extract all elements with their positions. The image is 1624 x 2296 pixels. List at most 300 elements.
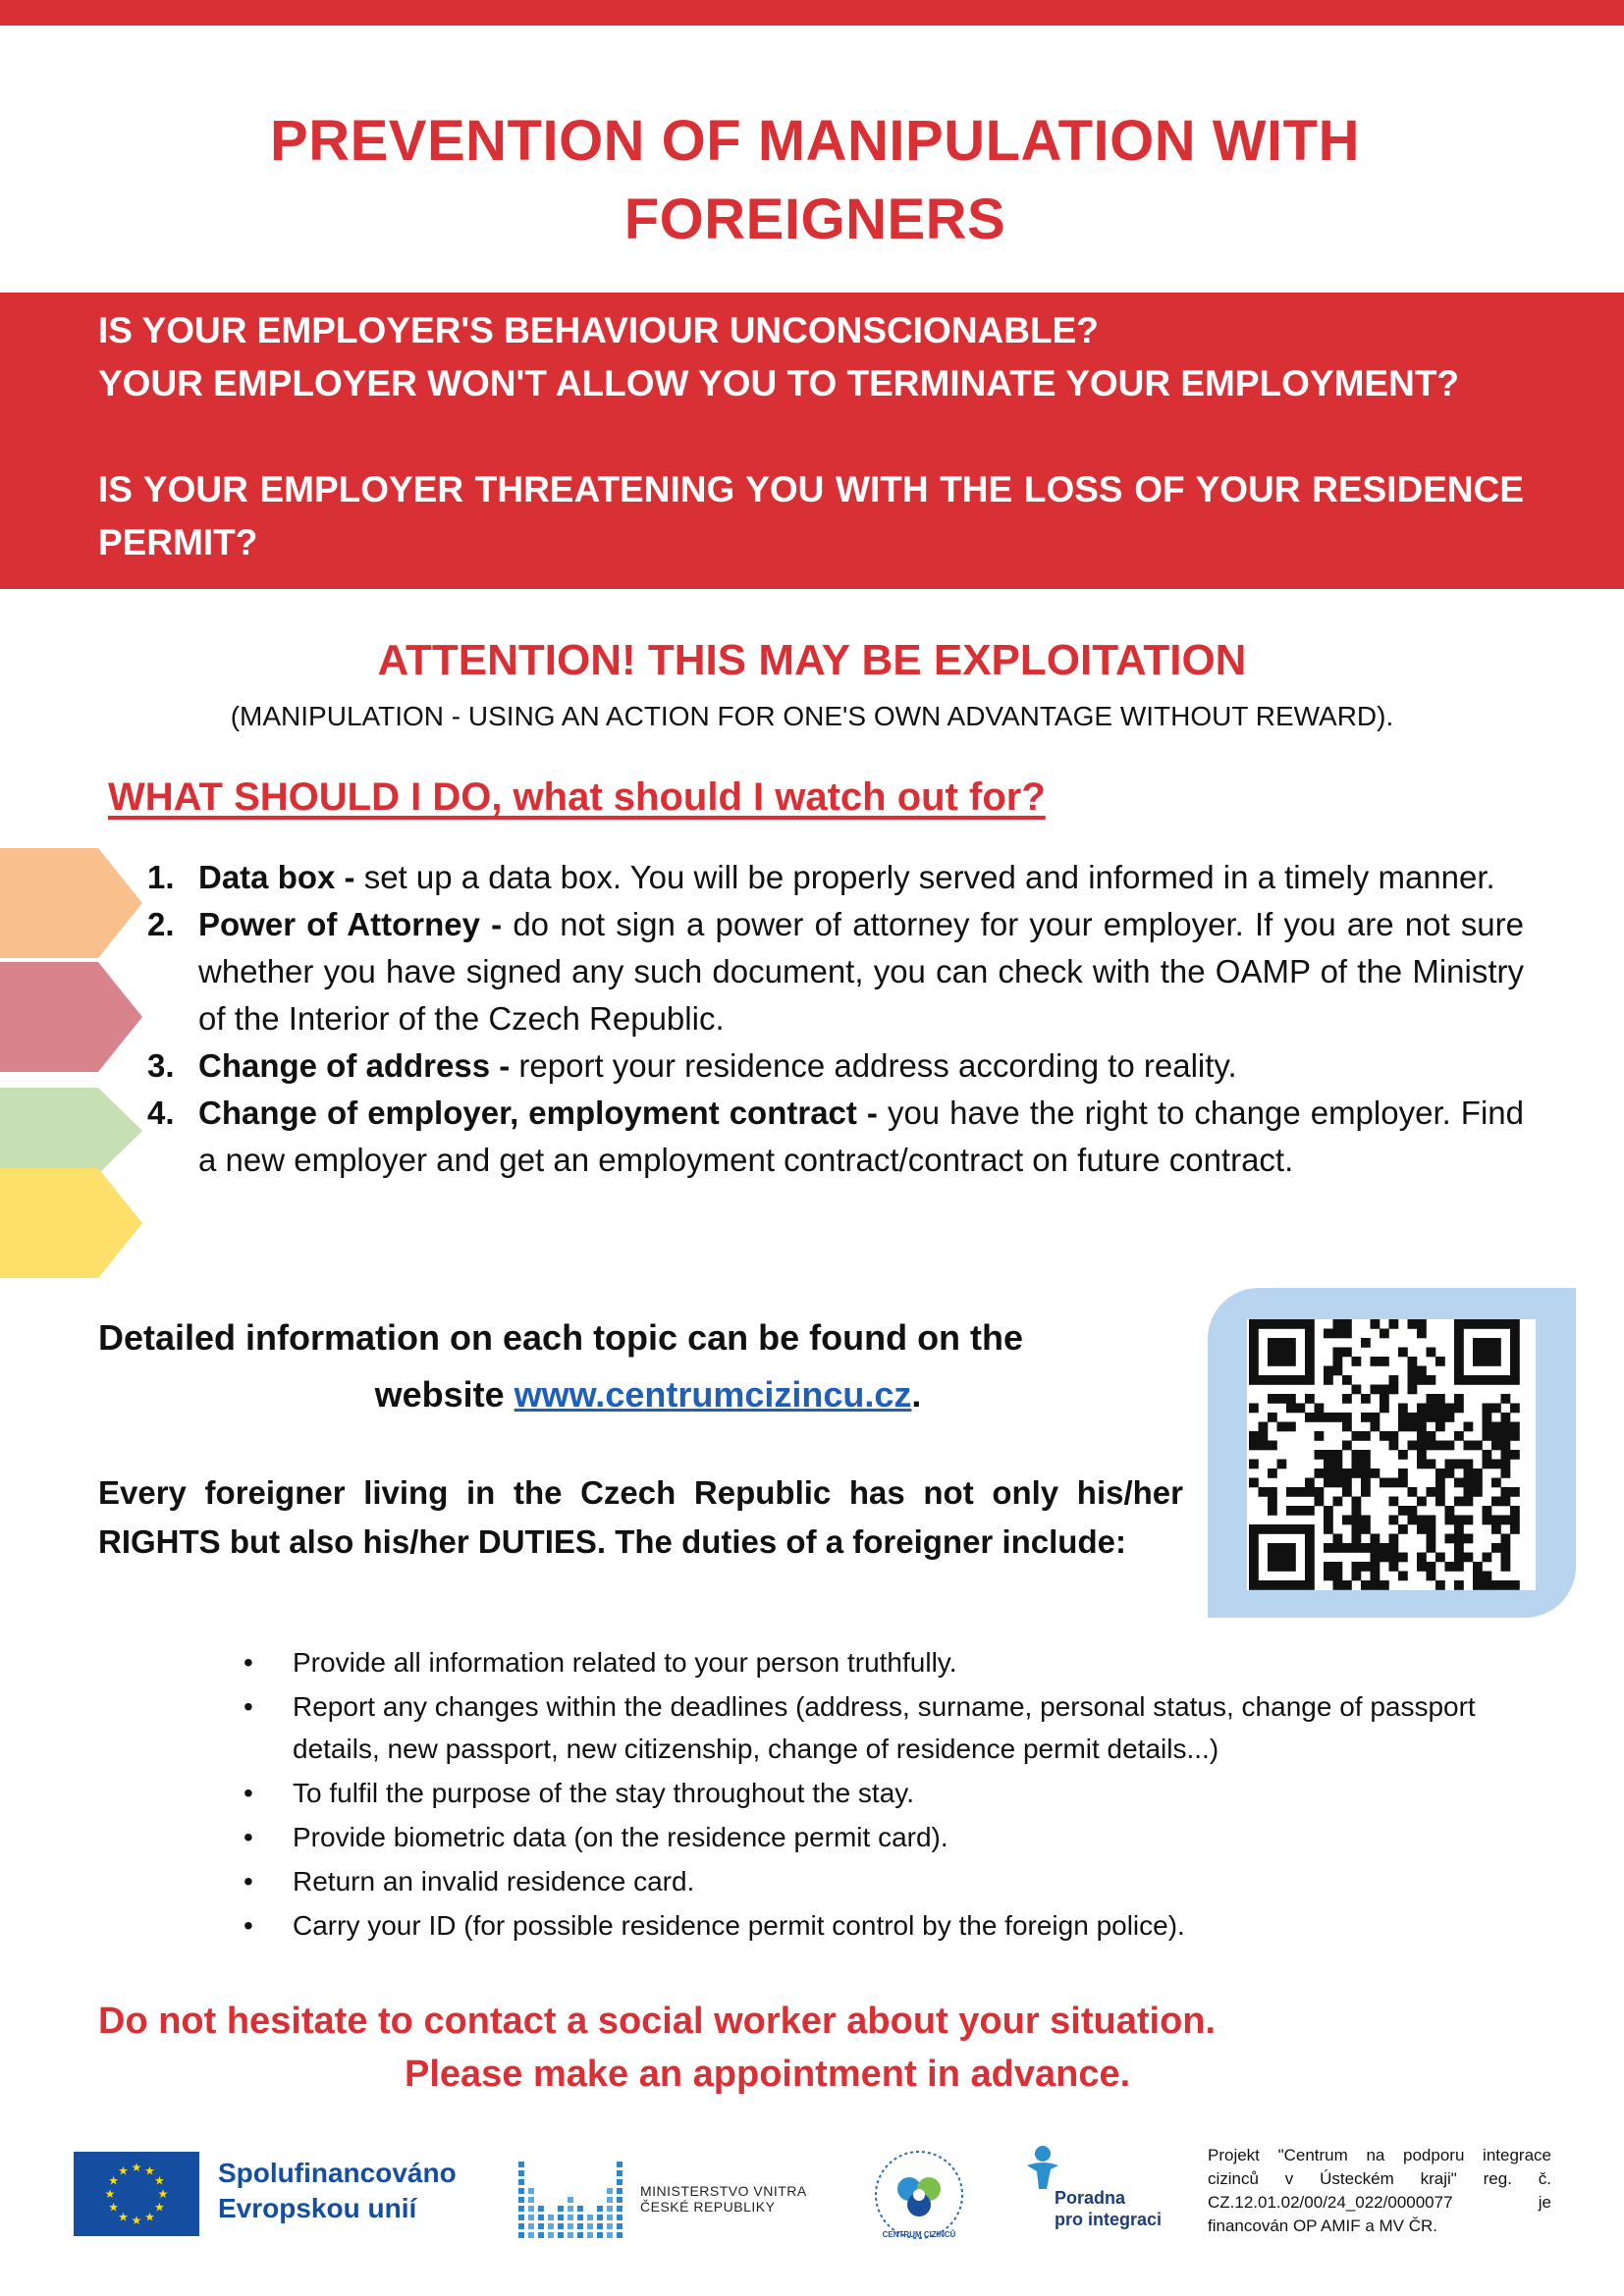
qr-module [1286,1487,1296,1497]
qr-module [1417,1404,1427,1414]
qr-module [1501,1543,1511,1553]
ministry-logo-dot [558,2232,564,2238]
qr-module [1501,1553,1511,1563]
bullet: • [244,1822,253,1852]
eu-star: ★ [153,2200,165,2215]
qr-module [1277,1422,1287,1432]
qr-module [1361,1487,1371,1497]
qr-module [1286,1357,1296,1366]
qr-module [1445,1516,1455,1525]
eu-star: ★ [144,2163,155,2178]
bullet: • [244,1910,253,1941]
step-label: Data box - [198,859,355,895]
qr-module [1380,1580,1389,1590]
list-item [244,1685,1530,1770]
title-line-2: FOREIGNERS [623,187,1006,251]
eu-star: ★ [157,2187,169,2201]
rights-duties-paragraph: Every foreigner living in the Czech Republic has not only his/her RIGHTS but also his/her DUTIES. The duties of a foreigner include: [98,1474,1183,1560]
qr-module [1501,1516,1511,1525]
centrum-cizincu-logo-icon [870,2146,968,2244]
contact-line-2: Please make an appointment in advance. [405,2054,1131,2095]
qr-module [1259,1441,1269,1451]
qr-module [1249,1375,1259,1385]
qr-module [1277,1562,1287,1572]
qr-module [1342,1413,1352,1422]
title-line-1: PREVENTION OF MANIPULATION WITH [270,109,1360,173]
qr-module [1352,1534,1362,1544]
qr-module [1361,1524,1371,1534]
qr-module [1501,1562,1511,1572]
qr-module [1277,1338,1287,1348]
qr-module [1491,1580,1501,1590]
qr-module [1286,1553,1296,1563]
qr-module [1371,1553,1380,1563]
qr-module [1501,1394,1511,1404]
qr-module [1286,1338,1296,1348]
qr-module [1249,1572,1259,1581]
qr-module [1380,1329,1389,1339]
qr-module [1324,1366,1333,1376]
qr-module [1501,1441,1511,1451]
qr-module [1510,1319,1520,1329]
qr-module [1361,1580,1371,1590]
qr-module [1510,1524,1520,1534]
qr-module [1352,1506,1362,1516]
ministry-logo-dot [577,2223,583,2229]
qr-module [1286,1562,1296,1572]
ministry-logo-dot [518,2162,524,2167]
qr-module [1342,1478,1352,1488]
step-text: set up a data box. You will be properly served and informed in a timely manner. [354,859,1495,895]
ministry-logo-dot [518,2223,524,2229]
qr-module [1352,1543,1362,1553]
detailed-info [98,1309,1198,1423]
qr-module [1296,1506,1306,1516]
qr-module [1324,1329,1333,1339]
ministry-line-2: ČESKÉ REPUBLIKY [640,2199,776,2215]
ministry-logo-dot [617,2179,623,2185]
qr-module [1249,1431,1259,1441]
qr-module [1491,1422,1501,1432]
qr-module [1473,1357,1483,1366]
qr-module [1454,1516,1464,1525]
qr-module [1324,1516,1333,1525]
qr-module [1380,1553,1389,1563]
qr-code-frame [1208,1288,1576,1618]
qr-module [1398,1348,1408,1358]
qr-module [1483,1460,1492,1469]
ministry-logo-dot [617,2188,623,2194]
qr-module [1473,1319,1483,1329]
qr-module [1305,1357,1315,1366]
poradna-text [1055,2187,1162,2230]
qr-module [1454,1431,1464,1441]
qr-module [1445,1562,1455,1572]
qr-module [1371,1357,1380,1366]
ministry-logo-dot [568,2197,573,2203]
contact-callout [98,1995,1355,2101]
qr-module [1259,1580,1269,1590]
qr-module [1427,1441,1436,1451]
qr-module [1277,1460,1287,1469]
list-item [244,1816,1530,1858]
qr-module [1371,1413,1380,1422]
qr-module [1417,1422,1427,1432]
ministry-logo-dot [518,2179,524,2185]
qr-module [1427,1487,1436,1497]
eu-star: ★ [131,2161,142,2174]
qr-module [1417,1375,1427,1385]
duty-text: Carry your ID (for possible residence permit control by the foreign police). [293,1910,1185,1941]
qr-module [1342,1580,1352,1590]
qr-module [1333,1329,1343,1339]
qr-module [1342,1319,1352,1329]
qr-module [1491,1319,1501,1329]
qr-module [1296,1524,1306,1534]
qr-module [1510,1338,1520,1348]
qr-module [1435,1553,1445,1563]
qr-module [1296,1404,1306,1414]
qr-module [1268,1506,1277,1516]
qr-module [1352,1450,1362,1460]
qr-module [1435,1394,1445,1404]
qr-module [1454,1534,1464,1544]
qr-module [1249,1562,1259,1572]
qr-module [1305,1329,1315,1339]
eu-star: ★ [131,2214,142,2227]
list-item [244,1860,1530,1902]
qr-module [1315,1468,1325,1478]
qr-module [1435,1468,1445,1478]
qr-module [1286,1375,1296,1385]
qr-module [1445,1460,1455,1469]
qr-module [1408,1441,1418,1451]
qr-module [1454,1329,1464,1339]
qr-module [1398,1506,1408,1516]
qr-module [1277,1394,1287,1404]
list-item [244,1904,1530,1947]
ministry-logo-dot [568,2232,573,2238]
qr-module [1315,1497,1325,1507]
step-number: 2. [147,906,175,942]
ministry-logo-dot [617,2170,623,2176]
qr-module [1305,1543,1315,1553]
qr-module [1277,1375,1287,1385]
qr-module [1435,1478,1445,1488]
qr-module [1483,1450,1492,1460]
ministry-logo-dot [548,2232,554,2238]
qr-module [1342,1487,1352,1497]
qr-module [1417,1516,1427,1525]
qr-module [1483,1580,1492,1590]
top-accent-bar [0,0,1624,26]
qr-module [1268,1375,1277,1385]
qr-module [1454,1497,1464,1507]
ministry-logo-dot [607,2206,613,2212]
qr-module [1324,1524,1333,1534]
qr-module [1408,1366,1418,1376]
qr-module [1483,1431,1492,1441]
qr-module [1305,1534,1315,1544]
step-item [147,854,1524,901]
qr-module [1352,1385,1362,1395]
qr-module [1352,1497,1362,1507]
eu-star: ★ [108,2173,120,2188]
qr-module [1491,1431,1501,1441]
qr-module [1277,1348,1287,1358]
question-3: IS YOUR EMPLOYER THREATENING YOU WITH THE LOSS OF YOUR RESIDENCE PERMIT? [98,469,1524,562]
qr-module [1510,1357,1520,1366]
qr-module [1296,1487,1306,1497]
qr-module [1445,1506,1455,1516]
qr-module [1324,1506,1333,1516]
qr-module [1296,1319,1306,1329]
bullet: • [244,1691,253,1722]
qr-module [1491,1375,1501,1385]
qr-module [1249,1534,1259,1544]
ministry-logo-dot [528,2215,534,2220]
qr-module [1491,1348,1501,1358]
qr-module [1268,1553,1277,1563]
qr-module [1324,1413,1333,1422]
qr-module [1417,1319,1427,1329]
qr-module [1342,1422,1352,1432]
qr-module [1408,1516,1418,1525]
qr-module [1464,1468,1474,1478]
qr-module [1305,1348,1315,1358]
qr-module [1361,1460,1371,1469]
qr-module [1277,1319,1287,1329]
question-2: YOUR EMPLOYER WON'T ALLOW YOU TO TERMINATE YOUR EMPLOYMENT? [98,363,1460,403]
ministry-logo-dot [518,2197,524,2203]
qr-module [1249,1478,1259,1488]
qr-module [1249,1366,1259,1376]
bullet: • [244,1866,253,1896]
qr-module [1333,1580,1343,1590]
qr-module [1398,1413,1408,1422]
qr-module [1286,1394,1296,1404]
ministry-logo-dot [617,2215,623,2220]
qr-module [1445,1413,1455,1422]
poradna-logo-icon [1021,2144,1064,2193]
qr-module [1333,1357,1343,1366]
qr-module [1268,1319,1277,1329]
duty-text: Provide biometric data (on the residence permit card). [293,1822,948,1852]
qr-module [1491,1460,1501,1469]
qr-module [1483,1516,1492,1525]
qr-module [1398,1450,1408,1460]
qr-module [1454,1553,1464,1563]
qr-module [1491,1357,1501,1366]
svg-text:CENTRUM CIZINCŮ: CENTRUM CIZINCŮ [882,2230,956,2239]
qr-module [1435,1422,1445,1432]
qr-module [1398,1553,1408,1563]
ministry-logo-dot [558,2206,564,2212]
qr-module [1333,1450,1343,1460]
qr-module [1286,1404,1296,1414]
qr-module [1352,1357,1362,1366]
qr-module [1473,1441,1483,1451]
ministry-logo-dot [518,2206,524,2212]
ministry-logo-dot [518,2215,524,2220]
chevron-step-2 [0,962,142,1072]
qr-module [1352,1516,1362,1525]
qr-module [1268,1357,1277,1366]
qr-module [1268,1394,1277,1404]
qr-module [1501,1422,1511,1432]
attention-heading: ATTENTION! THIS MAY BE EXPLOITATION [377,636,1247,684]
step-number: 4. [147,1095,175,1131]
qr-module [1389,1497,1399,1507]
qr-module [1305,1524,1315,1534]
ministry-logo-icon [514,2150,630,2240]
steps-list [147,854,1524,1184]
qr-module [1324,1468,1333,1478]
qr-module [1510,1450,1520,1460]
qr-module [1324,1562,1333,1572]
qr-module [1473,1487,1483,1497]
qr-module [1464,1460,1474,1469]
qr-module [1277,1524,1287,1534]
qr-module [1435,1357,1445,1366]
detailed-info-prefix: website [374,1374,514,1415]
qr-module [1464,1497,1474,1507]
ministry-logo-dot [548,2215,554,2220]
qr-module [1427,1524,1436,1534]
qr-module [1342,1375,1352,1385]
ministry-logo-dot [538,2206,544,2212]
qr-module [1417,1366,1427,1376]
qr-module [1361,1413,1371,1422]
ministry-logo-dot [518,2232,524,2238]
ministry-logo-dot [617,2232,623,2238]
ministry-logo-dot [548,2223,554,2229]
ministry-logo-dot [528,2188,534,2194]
ministry-logo-dot [617,2223,623,2229]
ministry-logo-dot [528,2197,534,2203]
qr-module [1389,1431,1399,1441]
qr-module [1464,1375,1474,1385]
qr-module [1249,1543,1259,1553]
qr-module [1417,1460,1427,1469]
qr-module [1305,1319,1315,1329]
duty-text: Provide all information related to your person truthfully. [293,1647,957,1678]
qr-code-icon[interactable] [1247,1319,1536,1590]
qr-module [1427,1543,1436,1553]
qr-module [1483,1375,1492,1385]
qr-module [1483,1348,1492,1358]
qr-module [1389,1562,1399,1572]
qr-module [1249,1441,1259,1451]
qr-module [1296,1580,1306,1590]
qr-module [1445,1441,1455,1451]
qr-module [1371,1572,1380,1581]
qr-module [1315,1487,1325,1497]
qr-module [1445,1534,1455,1544]
qr-module [1324,1543,1333,1553]
eu-star: ★ [104,2187,116,2201]
qr-module [1510,1506,1520,1516]
qr-module [1473,1348,1483,1358]
qr-module [1454,1580,1464,1590]
qr-module [1464,1319,1474,1329]
ministry-logo-dot [538,2223,544,2229]
qr-module [1491,1478,1501,1488]
eu-star: ★ [144,2210,155,2224]
qr-module [1454,1460,1464,1469]
qr-module [1315,1450,1325,1460]
qr-module [1491,1497,1501,1507]
qr-module [1380,1478,1389,1488]
website-link[interactable]: www.centrumcizincu.cz [514,1374,912,1415]
qr-module [1305,1506,1315,1516]
qr-module [1361,1431,1371,1441]
qr-module [1342,1394,1352,1404]
qr-module [1427,1516,1436,1525]
qr-module [1454,1375,1464,1385]
qr-module [1259,1319,1269,1329]
qr-module [1427,1431,1436,1441]
qr-module [1277,1580,1287,1590]
qr-module [1417,1441,1427,1451]
qr-module [1305,1553,1315,1563]
qr-module [1454,1524,1464,1534]
qr-module [1249,1329,1259,1339]
qr-module [1491,1516,1501,1525]
qr-module [1286,1506,1296,1516]
qr-module [1454,1357,1464,1366]
qr-module [1361,1394,1371,1404]
qr-module [1333,1460,1343,1469]
duty-text: Return an invalid residence card. [293,1866,695,1896]
qr-module [1427,1394,1436,1404]
qr-module [1277,1543,1287,1553]
qr-module [1491,1404,1501,1414]
ministry-logo-dot [538,2232,544,2238]
qr-module [1315,1404,1325,1414]
qr-module [1427,1404,1436,1414]
qr-module [1342,1516,1352,1525]
qr-module [1454,1348,1464,1358]
ministry-logo-dot [568,2206,573,2212]
qr-module [1445,1468,1455,1478]
qr-module [1473,1572,1483,1581]
ministry-logo-dot [597,2232,603,2238]
ministry-logo-dot [587,2223,593,2229]
qr-module [1435,1580,1445,1590]
qr-module [1398,1404,1408,1414]
qr-module [1371,1385,1380,1395]
qr-module [1333,1478,1343,1488]
qr-module [1352,1431,1362,1441]
ministry-logo-dot [617,2197,623,2203]
qr-module [1501,1319,1511,1329]
qr-module [1305,1338,1315,1348]
chevron-step-1 [0,848,142,958]
ministry-logo-dot [577,2215,583,2220]
qr-module [1454,1478,1464,1488]
watch-out-heading: WHAT SHOULD I DO, what should I watch out for? [108,775,1046,819]
detailed-info-line-1: Detailed information on each topic can be found on the [98,1317,1024,1358]
step-text: report your residence address according to reality. [510,1047,1237,1084]
qr-module [1259,1422,1269,1432]
qr-module [1249,1348,1259,1358]
qr-module [1324,1460,1333,1469]
qr-module [1454,1404,1464,1414]
ministry-logo-dot [607,2232,613,2238]
step-label: Power of Attorney - [198,906,503,942]
qr-module [1333,1543,1343,1553]
